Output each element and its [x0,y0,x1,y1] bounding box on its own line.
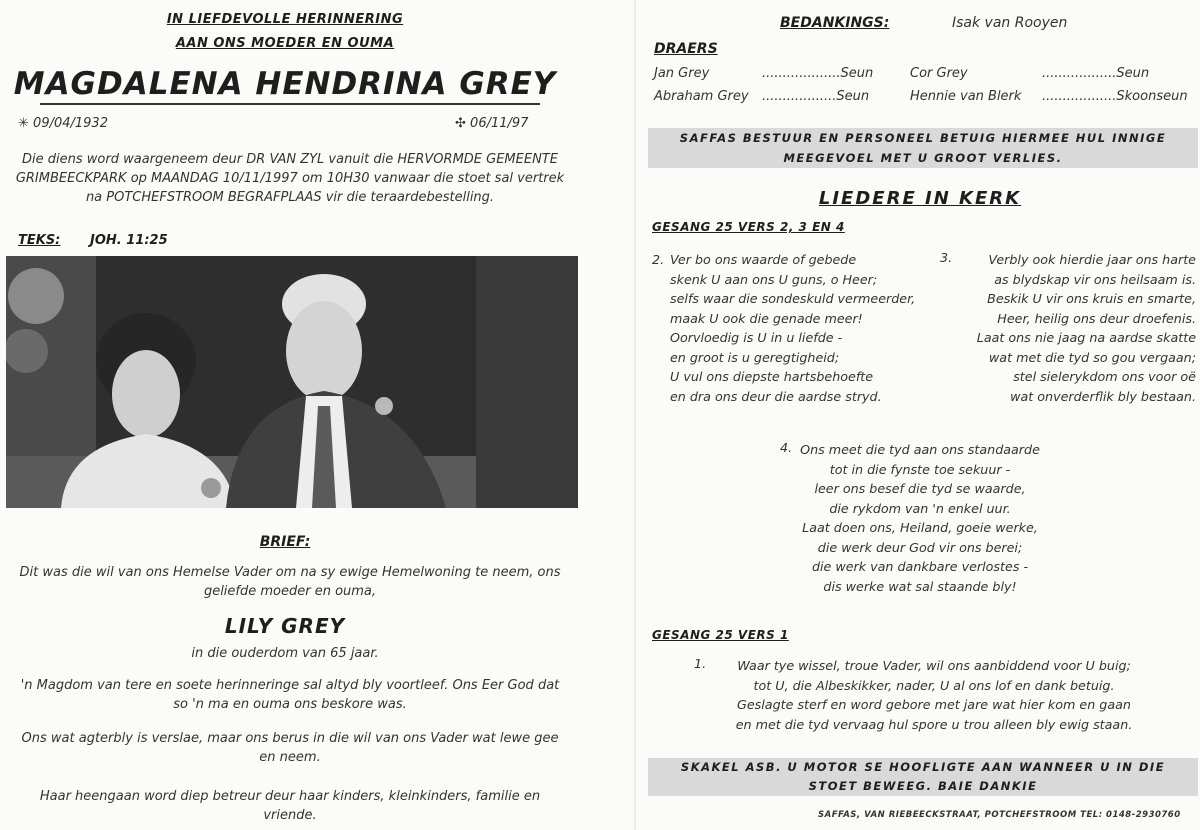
page-fold [634,0,636,830]
header-line-2: AAN ONS MOEDER EN OUMA [175,36,395,51]
verse-line: en met die tyd vervaag hul spore u trou alleen bly ewig staan. [735,716,1133,732]
verse-line: en dra ons deur die aardse stryd. [670,388,882,404]
lily-grey-name: LILY GREY [224,614,346,638]
thanks-label: BEDANKINGS: [780,15,890,31]
name-underline [40,103,540,105]
draer-name: Hennie van Blerk [910,89,1022,104]
right-page [640,0,1200,830]
death-cross-icon: ✣ [455,116,466,131]
death-date-row [455,116,528,131]
draer-role: Seun [840,66,874,81]
verse-line: Heer, heilig ons deur droefenis. [997,310,1196,326]
verse-line: wat onverderflik bly bestaan. [1010,388,1196,404]
footer-address: SAFFAS, VAN RIEBEECKSTRAAT, POTCHEFSTROOM TEL: 0148-2930760 [818,810,1181,820]
header-line-1: IN LIEFDEVOLLE HERINNERING [166,12,404,27]
draer-name: Cor Grey [910,66,968,81]
verse-line: stel sielerykdom ons voor oë [1013,369,1196,384]
draer-row [910,66,1149,81]
saffas-line-1: SAFFAS BESTUUR EN PERSONEEL BETUIG HIERMEE HUL INNIGE [679,131,1167,145]
verse-line: die werk van dankbare verlostes - [811,559,1029,574]
service-details: Die diens word waargeneem deur DR VAN ZYL vanuit die HERVORMDE GEMEENTE GRIMBEECKPARK op MAANDAG 10/11/1997 om 10H30 vanwaar die stoet sal vertrek na POTCHEFSTROOM BEGRAFPLAAS vir die teraardebestelling. [15,152,565,205]
verse-line: die rykdom van 'n enkel uur. [829,500,1011,516]
verse-line: U vul ons diepste hartsbehoefte [670,369,874,384]
birth-star-icon: ✳ [18,116,29,131]
draer-role: Skoonseun [1116,89,1188,104]
draer-dots: ................... [762,66,841,81]
gesang-label-1: GESANG 25 VERS 2, 3 EN 4 [652,220,845,234]
verse-line: Oorvloedig is U in u liefde - [670,330,843,345]
draer-dots: .................. [1042,89,1117,104]
teks-reference: JOH. 11:25 [90,233,168,248]
deceased-name: MAGDALENA HENDRINA GREY [13,66,557,102]
verse-number: 2. [652,252,665,267]
teks-label: TEKS: [18,233,61,248]
verse-number: 1. [694,656,707,671]
draers-label: DRAERS [654,41,718,57]
verse-line: tot U, die Albeskikker, nader, U al ons lof en dank betuig. [753,677,1115,693]
liedere-title: LIEDERE IN KERK [818,188,1022,209]
draer-name: Jan Grey [654,66,710,81]
thanks-name: Isak van Rooyen [952,15,1068,31]
verse-line: Beskik U vir ons kruis en smarte, [987,291,1196,306]
verse-line: Ver bo ons waarde of gebede [670,252,857,267]
couple-photo [6,256,578,508]
draer-role: Seun [1116,66,1150,81]
verse-line: selfs waar die sondeskuld vermeerder, [670,291,916,306]
draer-row [654,66,873,81]
bereaved-paragraph: Ons wat agterbly is verslae, maar ons berus in die wil van ons Vader wat lewe gee en neem. [21,731,559,765]
verse-line: as blydskap vir ons heilsaam is. [994,271,1196,287]
draer-row [654,89,869,104]
verse-line: die werk deur God vir ons berei; [817,539,1023,555]
verse-line: Laat ons nie jaag na aardse skatte [976,330,1196,345]
verse-4 [790,440,1050,596]
verse-line: Verbly ook hierdie jaar ons harte [988,252,1196,267]
draer-row [910,89,1188,104]
saffas-banner [648,128,1198,168]
brief-label: BRIEF: [259,534,311,550]
verse-line: dis werke wat sal staande bly! [823,578,1017,594]
memories-paragraph: 'n Magdom van tere en soete herinneringe sal altyd bly voortleef. Ons Eer God dat so 'n ma en ouma ons beskore was. [20,678,560,712]
death-date: 06/11/97 [470,116,529,131]
verse-number: 4. [780,440,793,455]
birth-date: 09/04/1932 [33,116,108,131]
verse-line: leer ons besef die tyd se waarde, [814,481,1026,496]
verse-line: skenk U aan ons U guns, o Heer; [670,271,878,287]
verse-number: 3. [940,250,953,265]
headlights-notice [648,758,1198,796]
draer-role: Seun [836,89,870,104]
verse-1 [704,656,1164,734]
verse-line: en groot is u geregtigheid; [670,349,840,365]
verse-line: Geslagte sterf en word gebore met jare wat hier kom en gaan [737,697,1131,712]
verse-line: wat met die tyd so gou vergaan; [988,349,1196,365]
mourned-paragraph: Haar heengaan word diep betreur deur haar kinders, kleinkinders, familie en vriende. [39,789,541,823]
verse-line: Ons meet die tyd aan ons standaarde [800,442,1040,457]
verse-line: tot in die fynste toe sekuur - [829,461,1011,477]
gesang-label-2: GESANG 25 VERS 1 [652,628,789,642]
verse-line: Laat doen ons, Heiland, goeie werke, [802,520,1038,535]
birth-date-row [18,116,108,131]
saffas-line-2: MEEGEVOEL MET U GROOT VERLIES. [783,151,1063,165]
brief-intro: Dit was die wil van ons Hemelse Vader om na sy ewige Hemelwoning te neem, ons geliefde moeder en ouma, [19,565,561,599]
draer-name: Abraham Grey [654,89,749,104]
verse-line: Waar tye wissel, troue Vader, wil ons aanbiddend voor U buig; [737,658,1131,673]
notice-line-1: SKAKEL ASB. U MOTOR SE HOOFLIGTE AAN WANNEER U IN DIE [680,760,1166,774]
verse-line: maak U ook die genade meer! [670,310,863,326]
age-text: in die ouderdom van 65 jaar. [191,646,379,661]
notice-line-2: STOET BEWEEG. BAIE DANKIE [808,779,1038,793]
verse-3 [960,250,1196,406]
draer-dots: .................. [762,89,837,104]
draer-dots: .................. [1042,66,1117,81]
